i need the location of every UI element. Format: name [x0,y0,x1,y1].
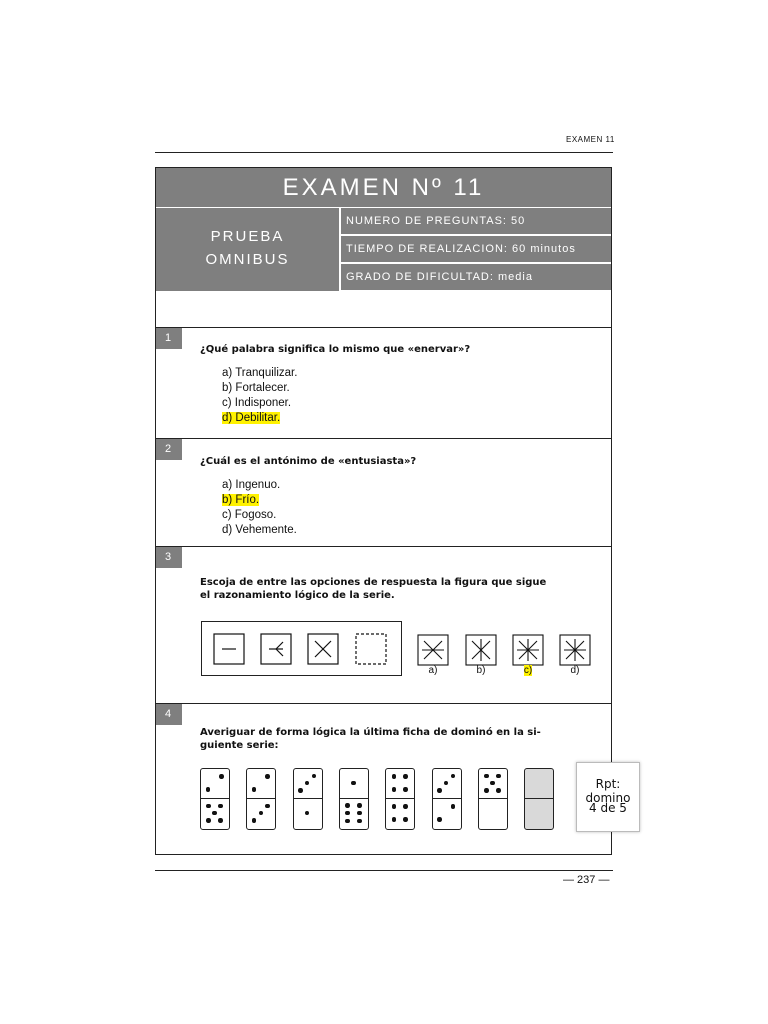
question-divider [156,703,611,704]
domino-pip [357,811,362,816]
option-label-highlighted: d) Debilitar. [222,412,281,424]
test-name [156,208,339,291]
option-label: d) Vehemente. [222,524,297,536]
domino-divider [433,798,461,799]
domino-pip [437,817,442,822]
domino-pip [403,804,408,809]
domino-divider [525,798,553,799]
test-name-line2: OMNIBUS [205,251,290,268]
answer-figure-a [418,635,448,665]
domino-pip [305,811,310,816]
option-c [222,397,291,409]
question-number: 1 [156,328,182,349]
answer-figures [416,632,596,668]
domino-pip [403,774,408,779]
blank-band [156,291,611,327]
question-number: 2 [156,439,182,460]
domino-tile [385,768,415,830]
answer-label-c [513,665,543,676]
domino-pip [345,811,350,816]
domino-tile [200,768,230,830]
domino-pip [496,774,501,779]
question-number: 3 [156,547,182,568]
domino-pip [392,804,397,809]
domino-pip [265,804,270,809]
domino-pip [444,781,449,786]
series-figures [202,622,401,675]
question-text-line1: Averiguar de forma lógica la última ficha de dominó en la si- [200,727,541,738]
domino-tile [432,768,462,830]
domino-pip [345,803,350,808]
domino-divider [294,798,322,799]
domino-pip [305,781,310,786]
domino-pip [451,804,456,809]
domino-tile-missing [524,768,554,830]
domino-pip [484,774,489,779]
option-a [222,479,280,491]
domino-pip [345,819,350,824]
domino-pip [312,774,317,779]
domino-pip [206,787,211,792]
domino-pip [259,811,264,816]
domino-pip [392,817,397,822]
domino-pip [219,774,224,779]
domino-pip [206,804,211,809]
domino-pip [252,787,257,792]
domino-pip [484,788,489,793]
question-text-line1: Escoja de entre las opciones de respuesta la figura que sigue [200,577,547,588]
series-figure-2 [261,634,291,664]
answer-note-line1: Rpt: domino [585,777,631,805]
domino-pip [218,818,223,823]
test-name-line1: PRUEBA [210,228,285,245]
answer-label-a: a) [428,665,438,676]
answer-label-d: d) [570,665,580,676]
answer-note-line2: 4 de 5 [589,801,627,815]
question-divider [156,546,611,547]
series-figure-1 [214,634,244,664]
domino-pip [392,774,397,779]
top-rule [155,152,613,153]
option-label: c) Fogoso. [222,509,277,521]
series-figure-blank [356,634,386,664]
domino-pip [212,811,217,816]
question-text-line2: guiente serie: [200,740,279,751]
option-label-highlighted: b) Frío. [222,494,260,506]
domino-divider [247,798,275,799]
domino-pip [218,804,223,809]
domino-divider [386,798,414,799]
answer-figure-d [560,635,590,665]
time-limit: TIEMPO DE REALIZACION: 60 minutos [341,236,611,262]
domino-tile [246,768,276,830]
domino-divider [340,798,368,799]
answer-label-b: b) [476,665,486,676]
option-label: a) Tranquilizar. [222,367,298,379]
domino-divider [479,798,507,799]
bottom-rule [155,870,613,871]
domino-pip [298,788,303,793]
domino-pip [351,781,356,786]
domino-pip [265,774,270,779]
option-c [222,509,276,521]
num-questions: NUMERO DE PREGUNTAS: 50 [341,208,611,234]
option-d [222,524,297,536]
option-label: b) Fortalecer. [222,382,290,394]
series-panel [201,621,402,676]
domino-pip [357,803,362,808]
domino-pip [392,787,397,792]
domino-pip [206,818,211,823]
domino-tile [339,768,369,830]
answer-figure-b [466,635,496,665]
domino-pip [490,781,495,786]
answer-figure-c [513,635,543,665]
domino-tile [478,768,508,830]
domino-pip [403,817,408,822]
option-d [222,412,280,424]
answer-note [576,762,640,832]
domino-divider [201,798,229,799]
series-figure-3 [308,634,338,664]
domino-pip [403,787,408,792]
option-a [222,367,297,379]
question-text-line2: el razonamiento lógico de la serie. [200,590,395,601]
domino-pip [496,788,501,793]
option-label: c) Indisponer. [222,397,292,409]
question-divider [156,327,611,328]
domino-pip [451,774,456,779]
question-number: 4 [156,704,182,725]
difficulty: GRADO DE DIFICULTAD: media [341,264,611,290]
domino-pip [252,818,257,823]
exam-title: EXAMEN Nº 11 [156,168,611,207]
domino-pip [437,788,442,793]
exam-frame [155,167,612,855]
question-text: ¿Cuál es el antónimo de «entusiasta»? [200,456,417,467]
question-text: ¿Qué palabra significa lo mismo que «enervar»? [200,344,471,355]
option-label: a) Ingenuo. [222,479,281,491]
option-b [222,382,290,394]
domino-pip [357,819,362,824]
option-b [222,494,259,506]
running-head: EXAMEN 11 [566,135,615,144]
question-divider [156,438,611,439]
domino-tile [293,768,323,830]
answer-label-highlighted: c) [523,665,533,676]
page-number: — 237 — [563,874,610,886]
